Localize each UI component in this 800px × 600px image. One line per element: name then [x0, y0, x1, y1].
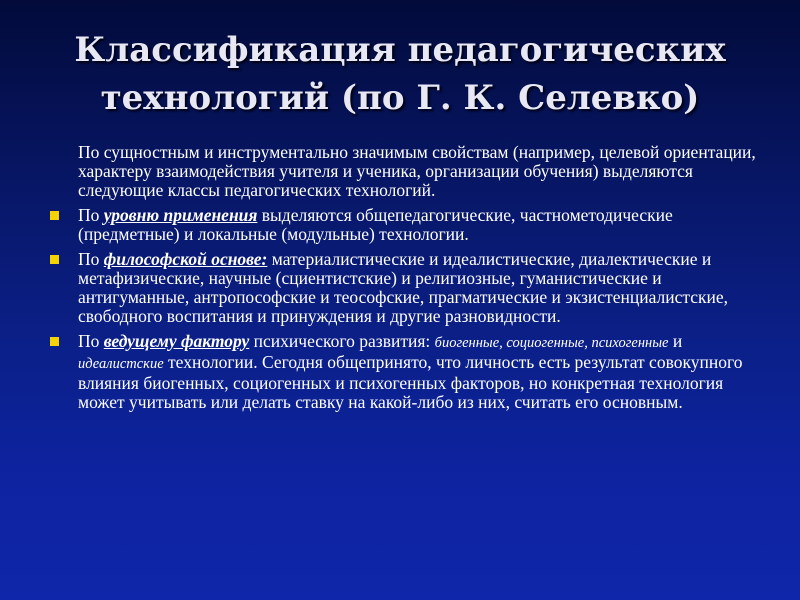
list-item: [46, 250, 756, 326]
item-emphasis: ведущему фактору: [103, 331, 250, 351]
slide-body: [46, 143, 756, 418]
item-italic-term: идеалистские: [78, 356, 164, 372]
item-text: технологии. Сегодня общепринято, что личность есть результат совокупного влияния биогенных, социогенных и психогенных факторов, но конкретная технология может учитывать или делать ставку на какой-либо из них, считать его основным.: [78, 352, 743, 412]
item-emphasis: философской основе:: [103, 249, 268, 269]
title-line-1: Классификация педагогических: [74, 30, 726, 70]
item-prefix: По: [78, 249, 104, 269]
item-text: психического развития:: [249, 331, 435, 351]
item-prefix: По: [78, 205, 104, 225]
item-text: материалистические и идеалистические, диалектические и метафизические, научные (сциентистские) и религиозные, гуманистические и антигуманные, антропософские и теософские, прагматические и экзистенциалистские, свободного воспитания и принуждения и другие разновидности.: [78, 249, 728, 326]
square-bullet-icon: [50, 211, 59, 220]
square-bullet-icon: [50, 255, 59, 264]
square-bullet-icon: [50, 337, 59, 346]
item-emphasis: уровню применения: [103, 205, 258, 225]
item-text: выделяются общепедагогические, частнометодические (предметные) и локальные (модульные) технологии.: [78, 205, 673, 244]
item-prefix: По: [78, 331, 104, 351]
list-item: [46, 206, 756, 244]
list-item: [46, 332, 756, 412]
item-italic-terms: биогенные, социогенные, психогенные: [434, 335, 669, 351]
item-text: и: [668, 331, 683, 351]
intro-paragraph: По сущностным и инструментально значимым свойствам (например, целевой ориентации, характеру взаимодействия учителя и ученика, организации обучения) выделяются следующие классы педагогических технологий.: [78, 142, 756, 200]
slide-title: [40, 26, 760, 122]
title-line-2: технологий (по Г. К. Селевко): [100, 78, 700, 118]
